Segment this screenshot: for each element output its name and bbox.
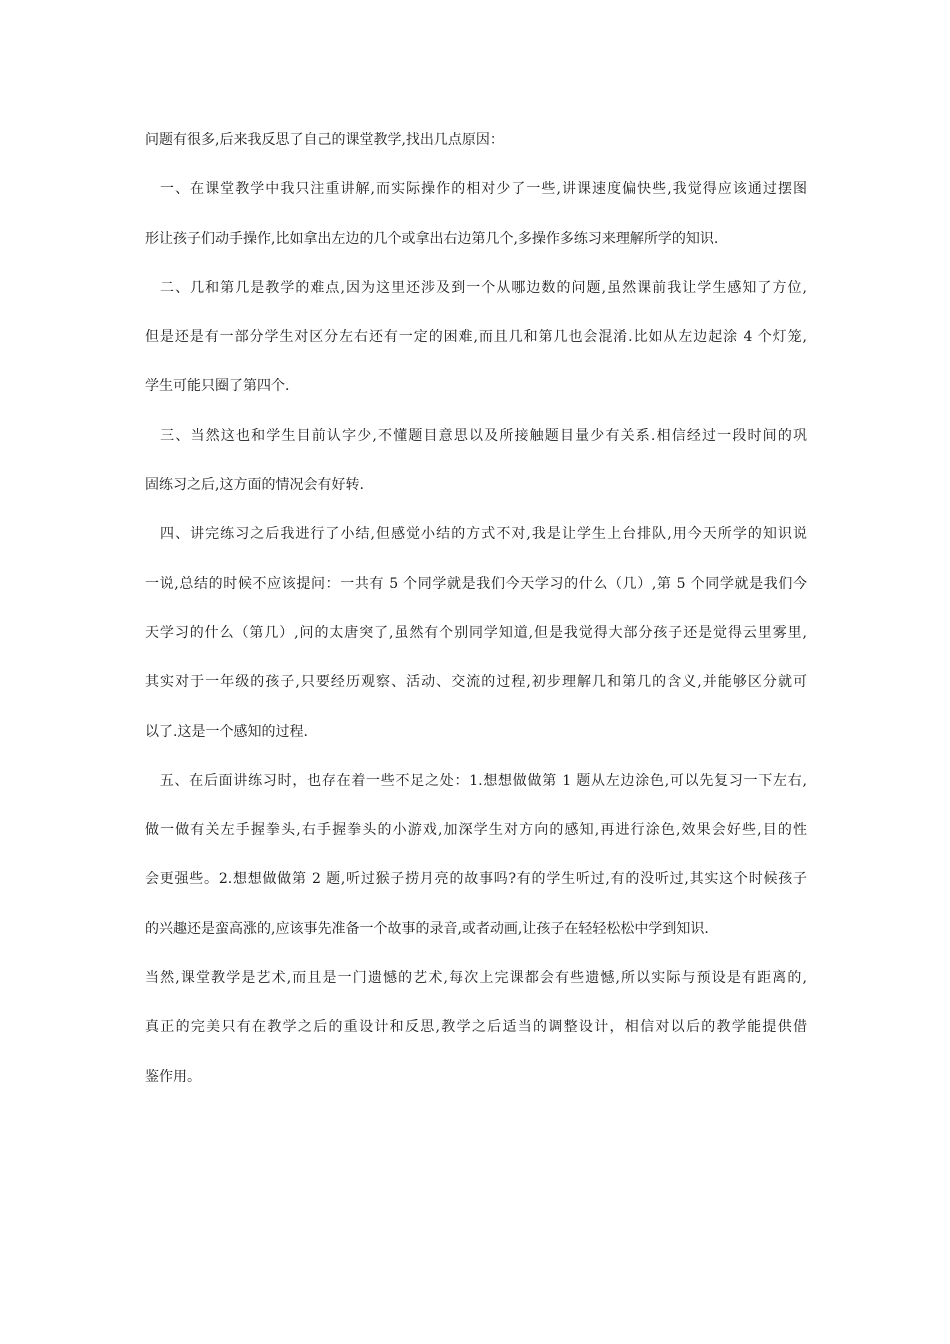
text-line: 其实对于一年级的孩子,只要经历观察、活动、交流的过程,初步理解几和第几的含义,并能够区分就可: [145, 674, 807, 691]
text-line: 的兴趣还是蛮高涨的,应该事先准备一个故事的录音,或者动画,让孩子在轻轻松松中学到知识.: [145, 920, 709, 937]
text-line: 三、当然这也和学生目前认字少,不懂题目意思以及所接触题目量少有关系.相信经过一段时间的巩: [145, 427, 807, 444]
text-line: 问题有很多,后来我反思了自己的课堂教学,找出几点原因：: [145, 132, 504, 148]
text-line: 做一做有关左手握拳头,右手握拳头的小游戏,加深学生对方向的感知,再进行涂色,效果会好些,目的性: [145, 822, 807, 839]
text-line: 形让孩子们动手操作,比如拿出左边的几个或拿出右边第几个,多操作多练习来理解所学的知识.: [145, 230, 719, 247]
text-line: 当然,课堂教学是艺术,而且是一门遗憾的艺术,每次上完课都会有些遗憾,所以实际与预设是有距离的,: [145, 970, 807, 987]
document-body: [145, 116, 807, 1102]
text-line: 二、几和第几是教学的难点,因为这里还涉及到一个从哪边数的问题,虽然课前我让学生感知了方位,: [145, 279, 807, 296]
text-line: 真正的完美只有在教学之后的重设计和反思,教学之后适当的调整设计，相信对以后的教学能提供借: [145, 1019, 807, 1036]
text-line: 学生可能只圈了第四个.: [145, 378, 290, 395]
text-line: 一、在课堂教学中我只注重讲解,而实际操作的相对少了一些,讲课速度偏快些,我觉得应该通过摆图: [145, 181, 807, 198]
text-line: 五、在后面讲练习时，也存在着一些不足之处：1.想想做做第 1 题从左边涂色,可以先复习一下左右,: [145, 772, 807, 789]
text-line: 会更强些。2.想想做做第 2 题,听过猴子捞月亮的故事吗?有的学生听过,有的没听过,其实这个时候孩子: [145, 871, 807, 888]
text-line: 一说,总结的时候不应该提问：一共有 5 个同学就是我们今天学习的什么（几）,第 5 个同学就是我们今: [145, 575, 807, 592]
text-line: 天学习的什么（第几）,问的太唐突了,虽然有个别同学知道,但是我觉得大部分孩子还是觉得云里雾里,: [145, 624, 807, 641]
text-line: 以了.这是一个感知的过程.: [145, 723, 308, 740]
text-line: 固练习之后,这方面的情况会有好转.: [145, 477, 364, 494]
text-line: 四、讲完练习之后我进行了小结,但感觉小结的方式不对,我是让学生上台排队,用今天所学的知识说: [145, 526, 807, 543]
text-line: 但是还是有一部分学生对区分左右还有一定的困难,而且几和第几也会混淆.比如从左边起涂 4 个灯笼,: [145, 329, 807, 346]
text-line: 鉴作用。: [145, 1068, 201, 1085]
